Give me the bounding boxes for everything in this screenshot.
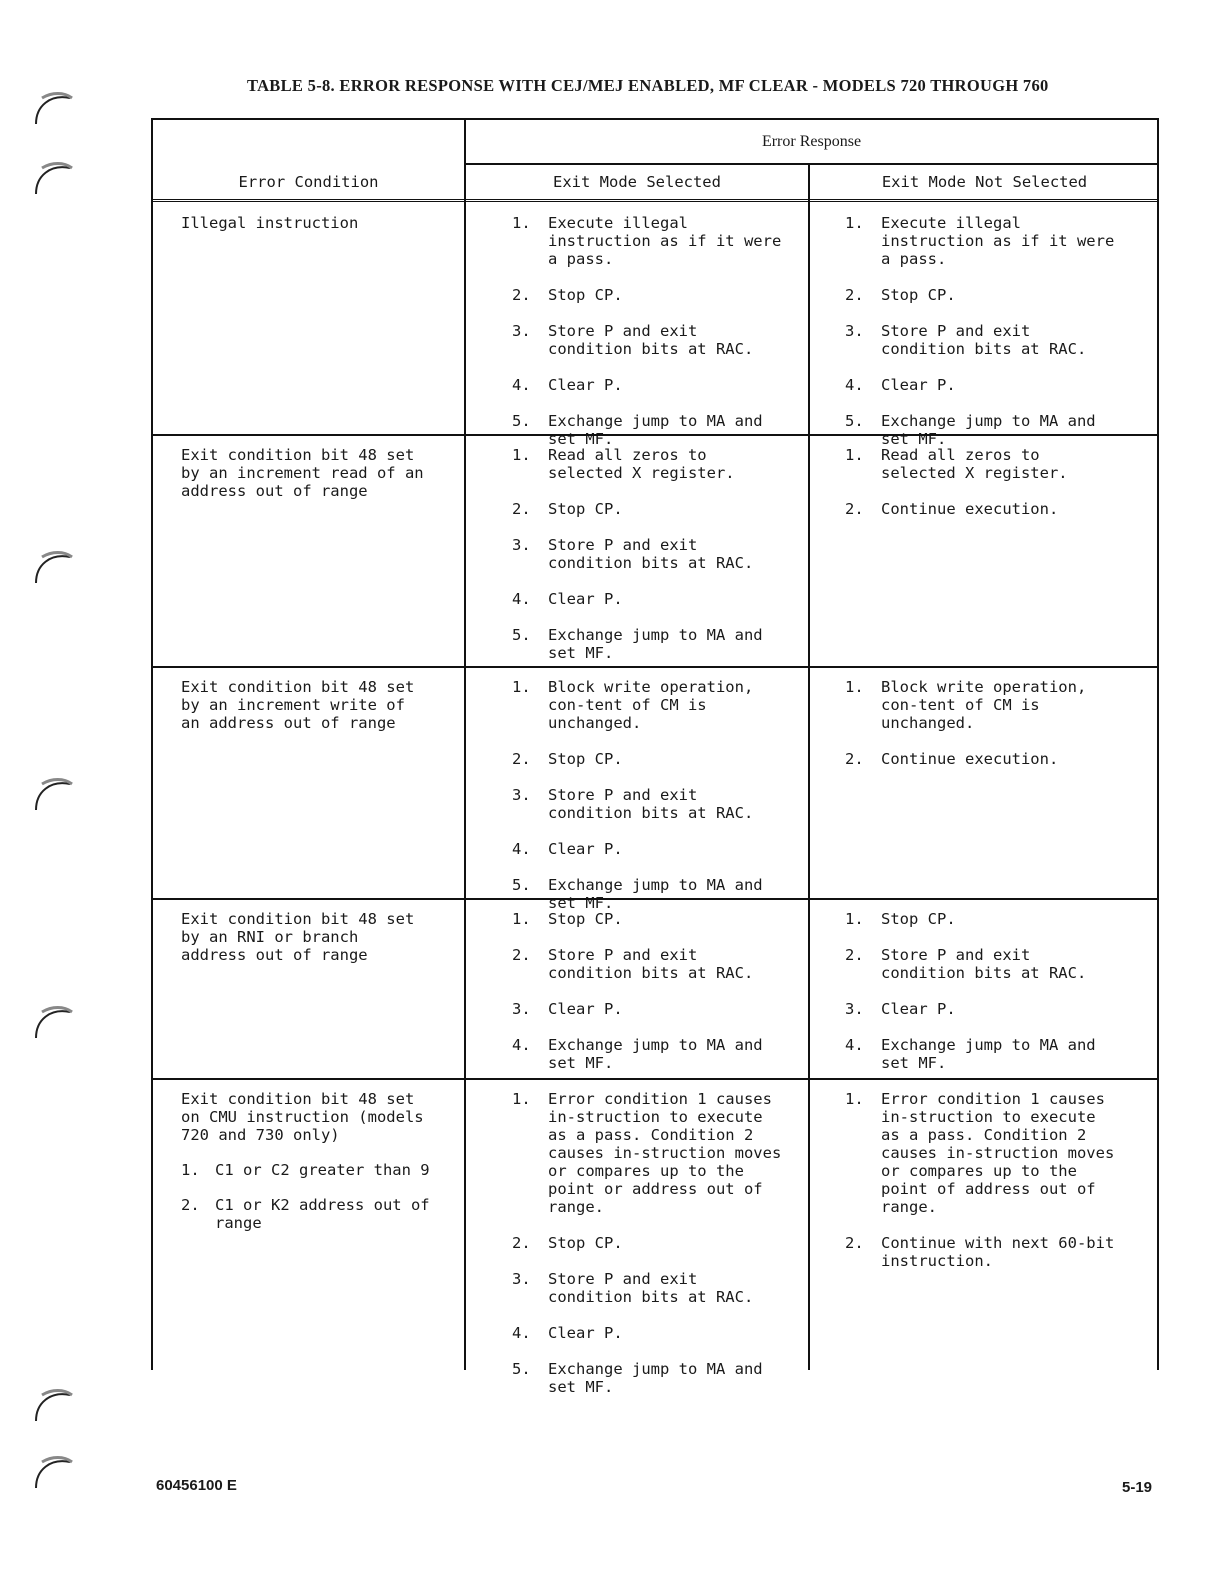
exit-mode-selected-cell bbox=[512, 214, 782, 466]
exit-mode-not-selected-cell bbox=[845, 910, 1120, 1090]
step-number: 2. bbox=[845, 1234, 864, 1252]
header-error-response: Error Response bbox=[464, 120, 1157, 165]
exit-mode-not-selected-cell bbox=[845, 214, 1120, 466]
list-item bbox=[845, 1000, 1120, 1018]
binder-hole-mark-icon bbox=[30, 156, 78, 196]
list-item bbox=[512, 1270, 782, 1306]
step-number: 3. bbox=[845, 1000, 864, 1018]
list-item bbox=[845, 446, 1120, 482]
list-item bbox=[845, 1090, 1120, 1216]
step-text: Error condition 1 causes in-struction to execute as a pass. Condition 2 causes in-struction moves or compares up to the point of address out of range. bbox=[881, 1090, 1115, 1216]
exit-mode-not-selected-cell bbox=[845, 678, 1120, 786]
step-number: 4. bbox=[845, 1036, 864, 1054]
error-condition-text: Exit condition bit 48 set by an RNI or branch address out of range bbox=[181, 910, 415, 964]
list-item bbox=[845, 500, 1120, 518]
list-item bbox=[845, 322, 1120, 358]
document-number: 60456100 E bbox=[156, 1477, 237, 1494]
step-text: Exchange jump to MA and set MF. bbox=[548, 1036, 763, 1072]
binder-hole-mark-icon bbox=[30, 1000, 78, 1040]
step-number: 3. bbox=[512, 536, 531, 554]
step-text: Exchange jump to MA and set MF. bbox=[548, 1360, 763, 1396]
table-row bbox=[153, 666, 1157, 912]
step-number: 3. bbox=[512, 1000, 531, 1018]
binder-hole-mark-icon bbox=[30, 545, 78, 585]
step-text: Clear P. bbox=[881, 1000, 956, 1018]
step-number: 1. bbox=[512, 1090, 531, 1108]
step-text: Store P and exit condition bits at RAC. bbox=[548, 322, 754, 358]
step-text: Store P and exit condition bits at RAC. bbox=[548, 786, 754, 822]
step-number: 2. bbox=[845, 286, 864, 304]
sub-item-text: C1 or C2 greater than 9 bbox=[215, 1161, 430, 1179]
step-number: 3. bbox=[845, 322, 864, 340]
exit-mode-not-selected-cell bbox=[845, 446, 1120, 536]
step-text: Read all zeros to selected X register. bbox=[548, 446, 735, 482]
list-item bbox=[512, 1360, 782, 1396]
step-number: 1. bbox=[512, 214, 531, 232]
step-number: 2. bbox=[845, 946, 864, 964]
step-text: Clear P. bbox=[548, 840, 623, 858]
condition-sub-item bbox=[181, 1196, 431, 1232]
list-item bbox=[512, 536, 782, 572]
table-row bbox=[153, 204, 1157, 448]
list-item bbox=[512, 946, 782, 982]
list-item bbox=[845, 1036, 1120, 1072]
step-text: Stop CP. bbox=[881, 286, 956, 304]
list-item bbox=[845, 946, 1120, 982]
step-number: 5. bbox=[845, 412, 864, 430]
error-condition-cell bbox=[181, 214, 431, 232]
exit-mode-selected-cell bbox=[512, 678, 782, 930]
step-number: 2. bbox=[512, 1234, 531, 1252]
step-text: Clear P. bbox=[548, 590, 623, 608]
sub-item-text: C1 or K2 address out of range bbox=[215, 1196, 430, 1232]
step-number: 4. bbox=[512, 840, 531, 858]
list-item bbox=[512, 590, 782, 608]
error-condition-text: Exit condition bit 48 set by an increment read of an address out of range bbox=[181, 446, 424, 500]
step-text: Stop CP. bbox=[548, 750, 623, 768]
list-item bbox=[512, 1036, 782, 1072]
step-text: Store P and exit condition bits at RAC. bbox=[881, 946, 1087, 982]
error-condition-cell bbox=[181, 1090, 431, 1232]
step-text: Store P and exit condition bits at RAC. bbox=[881, 322, 1087, 358]
list-item bbox=[845, 910, 1120, 928]
table-row bbox=[153, 434, 1157, 666]
step-number: 1. bbox=[845, 1090, 864, 1108]
list-item bbox=[512, 840, 782, 858]
step-text: Exchange jump to MA and set MF. bbox=[548, 876, 763, 912]
step-number: 4. bbox=[512, 590, 531, 608]
step-text: Error condition 1 causes in-struction to execute as a pass. Condition 2 causes in-struction moves or compares up to the point or address out of range. bbox=[548, 1090, 782, 1216]
list-item bbox=[512, 500, 782, 518]
step-number: 5. bbox=[512, 876, 531, 894]
step-number: 3. bbox=[512, 322, 531, 340]
list-item bbox=[845, 678, 1120, 732]
step-number: 2. bbox=[512, 286, 531, 304]
step-text: Block write operation, con-tent of CM is unchanged. bbox=[548, 678, 754, 732]
step-number: 4. bbox=[512, 1324, 531, 1342]
step-text: Continue execution. bbox=[881, 500, 1059, 518]
header-exit-mode-selected: Exit Mode Selected bbox=[553, 173, 721, 191]
list-item bbox=[512, 1324, 782, 1342]
error-condition-cell bbox=[181, 678, 431, 732]
list-item bbox=[845, 286, 1120, 304]
sub-item-number: 2. bbox=[181, 1196, 200, 1214]
page-number: 5-19 bbox=[1122, 1479, 1153, 1496]
error-condition-cell bbox=[181, 910, 431, 964]
list-item bbox=[512, 626, 782, 662]
step-number: 5. bbox=[512, 412, 531, 430]
step-text: Store P and exit condition bits at RAC. bbox=[548, 1270, 754, 1306]
step-number: 1. bbox=[512, 446, 531, 464]
step-text: Exchange jump to MA and set MF. bbox=[881, 1036, 1096, 1072]
list-item bbox=[845, 376, 1120, 394]
step-text: Exchange jump to MA and set MF. bbox=[548, 412, 763, 448]
step-text: Execute illegal instruction as if it were a pass. bbox=[548, 214, 782, 268]
list-item bbox=[512, 322, 782, 358]
step-number: 4. bbox=[512, 376, 531, 394]
step-text: Clear P. bbox=[548, 1000, 623, 1018]
error-condition-text: Exit condition bit 48 set on CMU instruction (models 720 and 730 only) bbox=[181, 1090, 424, 1144]
step-number: 1. bbox=[845, 910, 864, 928]
exit-mode-not-selected-cell bbox=[845, 1090, 1120, 1288]
step-number: 1. bbox=[845, 678, 864, 696]
step-number: 1. bbox=[512, 910, 531, 928]
list-item bbox=[512, 678, 782, 732]
step-text: Clear P. bbox=[548, 376, 623, 394]
table-row bbox=[153, 1078, 1157, 1396]
exit-mode-selected-cell bbox=[512, 910, 782, 1090]
step-text: Exchange jump to MA and set MF. bbox=[548, 626, 763, 662]
exit-mode-selected-cell bbox=[512, 1090, 782, 1414]
list-item bbox=[512, 376, 782, 394]
list-item bbox=[512, 910, 782, 928]
step-number: 2. bbox=[845, 750, 864, 768]
step-number: 1. bbox=[512, 678, 531, 696]
list-item bbox=[512, 286, 782, 304]
list-item bbox=[512, 750, 782, 768]
step-number: 4. bbox=[845, 376, 864, 394]
step-text: Exchange jump to MA and set MF. bbox=[881, 412, 1096, 448]
list-item bbox=[845, 1234, 1120, 1270]
table-title: TABLE 5-8. ERROR RESPONSE WITH CEJ/MEJ ENABLED, MF CLEAR - MODELS 720 THROUGH 760 bbox=[247, 76, 1049, 95]
error-condition-cell bbox=[181, 446, 431, 500]
binder-hole-mark-icon bbox=[30, 1383, 78, 1423]
step-number: 5. bbox=[512, 1360, 531, 1378]
sub-item-number: 1. bbox=[181, 1161, 200, 1179]
step-number: 2. bbox=[512, 946, 531, 964]
step-text: Read all zeros to selected X register. bbox=[881, 446, 1068, 482]
step-text: Stop CP. bbox=[548, 286, 623, 304]
step-number: 2. bbox=[845, 500, 864, 518]
list-item bbox=[845, 750, 1120, 768]
header-error-condition: Error Condition bbox=[238, 173, 379, 191]
step-number: 1. bbox=[845, 214, 864, 232]
step-text: Clear P. bbox=[548, 1324, 623, 1342]
binder-hole-mark-icon bbox=[30, 772, 78, 812]
list-item bbox=[512, 1234, 782, 1252]
binder-hole-mark-icon bbox=[30, 1450, 78, 1490]
step-text: Continue execution. bbox=[881, 750, 1059, 768]
step-number: 3. bbox=[512, 1270, 531, 1288]
step-number: 2. bbox=[512, 750, 531, 768]
step-number: 3. bbox=[512, 786, 531, 804]
table-row bbox=[153, 898, 1157, 1078]
step-number: 4. bbox=[512, 1036, 531, 1054]
error-condition-text: Exit condition bit 48 set by an increment write of an address out of range bbox=[181, 678, 415, 732]
list-item bbox=[512, 214, 782, 268]
step-text: Stop CP. bbox=[548, 910, 623, 928]
list-item bbox=[512, 1090, 782, 1216]
condition-sub-item bbox=[181, 1161, 431, 1179]
header-exit-mode-not-selected: Exit Mode Not Selected bbox=[881, 173, 1088, 191]
step-text: Stop CP. bbox=[548, 500, 623, 518]
list-item bbox=[512, 446, 782, 482]
step-text: Store P and exit condition bits at RAC. bbox=[548, 536, 754, 572]
list-item bbox=[845, 214, 1120, 268]
header-divider bbox=[153, 199, 1157, 202]
list-item bbox=[512, 1000, 782, 1018]
step-text: Continue with next 60-bit instruction. bbox=[881, 1234, 1115, 1270]
step-text: Store P and exit condition bits at RAC. bbox=[548, 946, 754, 982]
step-text: Block write operation, con-tent of CM is unchanged. bbox=[881, 678, 1087, 732]
step-number: 2. bbox=[512, 500, 531, 518]
list-item bbox=[512, 786, 782, 822]
step-text: Stop CP. bbox=[548, 1234, 623, 1252]
step-text: Execute illegal instruction as if it were a pass. bbox=[881, 214, 1115, 268]
error-response-table bbox=[151, 118, 1159, 1396]
exit-mode-selected-cell bbox=[512, 446, 782, 680]
error-condition-text: Illegal instruction bbox=[181, 214, 359, 232]
step-number: 1. bbox=[845, 446, 864, 464]
step-number: 5. bbox=[512, 626, 531, 644]
step-text: Stop CP. bbox=[881, 910, 956, 928]
step-text: Clear P. bbox=[881, 376, 956, 394]
